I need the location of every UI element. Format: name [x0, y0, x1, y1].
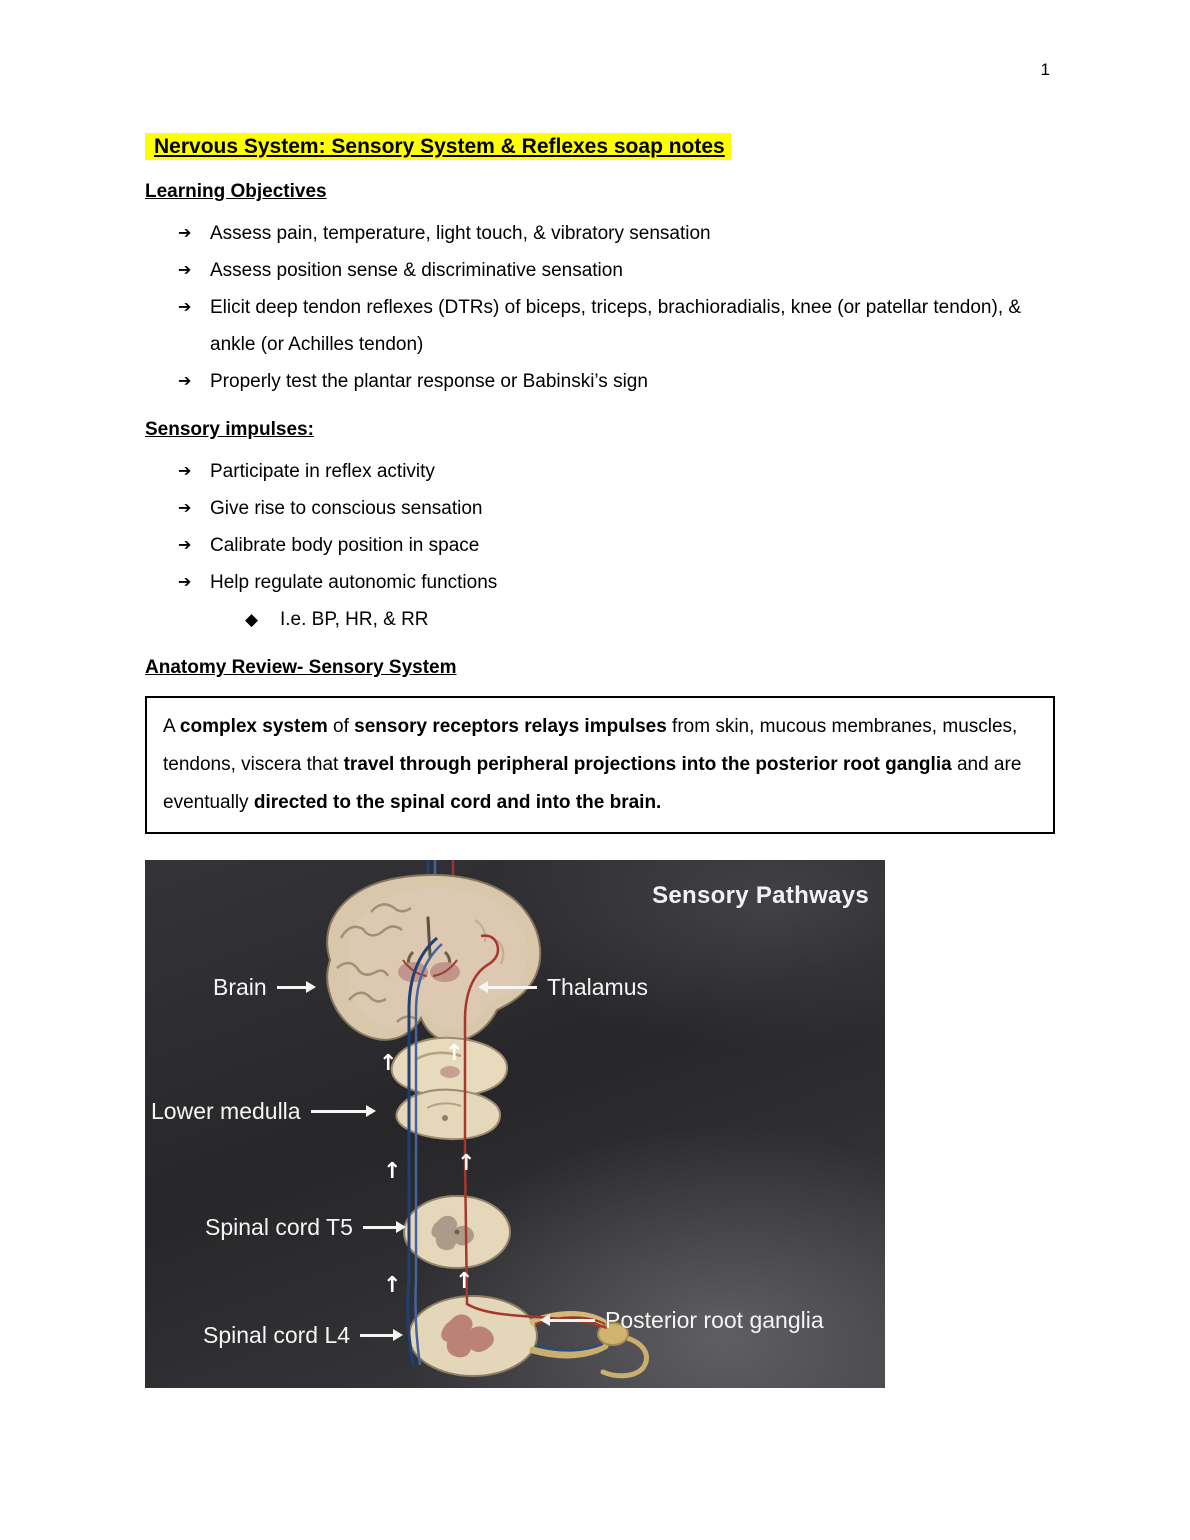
list-item-text: Assess pain, temperature, light touch, & vibratory sensation — [210, 223, 711, 244]
arrow-bullet-icon: ➔ — [178, 373, 192, 390]
info-box-paragraph — [163, 708, 1037, 822]
up-arrow-icon: ↑ — [383, 1273, 402, 1298]
label-spinal-cord-t5-text: Spinal cord T5 — [205, 1214, 353, 1240]
document-content — [145, 132, 1055, 1388]
document-title — [145, 132, 1055, 162]
info-box-text: of — [327, 716, 355, 737]
list-item-text: Give rise to conscious sensation — [210, 498, 483, 519]
arrow-bullet-icon: ➔ — [178, 262, 192, 279]
info-box-text: A — [163, 716, 180, 737]
learning-objectives-list — [145, 215, 1055, 400]
heading-sensory-impulses: Sensory impulses: — [145, 419, 314, 440]
page-number: 1 — [1040, 60, 1050, 79]
up-arrow-icon: ↑ — [445, 1041, 464, 1066]
arrow-right-icon — [360, 1334, 394, 1337]
list-item-text: Help regulate autonomic functions — [210, 572, 498, 593]
label-thalamus — [487, 974, 648, 1001]
arrow-bullet-icon: ➔ — [178, 537, 192, 554]
info-box-text-bold: directed to the spinal cord and into the brain. — [253, 792, 662, 813]
list-item-text: Elicit deep tendon reflexes (DTRs) of biceps, triceps, brachioradialis, knee (or patellar tendon), & ankle (or Achilles tendon) — [210, 297, 1022, 355]
list-item — [178, 215, 1055, 252]
list-item-text: Assess position sense & discriminative sensation — [210, 260, 623, 281]
label-spinal-cord-l4-text: Spinal cord L4 — [203, 1322, 351, 1348]
info-box-text-bold: travel through peripheral projections into the posterior root ganglia — [343, 754, 952, 775]
sensory-pathways-figure — [145, 860, 885, 1388]
label-brain-text: Brain — [213, 974, 267, 1000]
list-item-text: Participate in reflex activity — [210, 461, 435, 482]
list-item-text: Calibrate body position in space — [210, 535, 480, 556]
heading-anatomy-review: Anatomy Review- Sensory System — [145, 657, 457, 678]
lower-medulla-section — [396, 1090, 500, 1139]
list-item-text: Properly test the plantar response or Babinski’s sign — [210, 371, 648, 392]
sub-list-item-text: I.e. BP, HR, & RR — [280, 609, 429, 630]
sub-list-item — [178, 601, 1055, 638]
label-lower-medulla — [151, 1098, 367, 1125]
diamond-bullet-icon: ◆ — [245, 610, 259, 629]
arrow-bullet-icon: ➔ — [178, 463, 192, 480]
list-item — [178, 453, 1055, 490]
arrow-right-icon — [277, 986, 307, 989]
up-arrow-icon: ↑ — [379, 1051, 398, 1076]
list-item — [178, 363, 1055, 400]
label-lower-medulla-text: Lower medulla — [151, 1098, 301, 1124]
sensory-impulses-list — [145, 453, 1055, 638]
info-box-text-bold: complex system — [179, 716, 328, 737]
arrow-bullet-icon: ➔ — [178, 500, 192, 517]
arrow-left-icon — [487, 986, 537, 989]
info-box — [145, 696, 1055, 834]
arrow-left-icon — [549, 1319, 595, 1322]
label-spinal-cord-t5 — [205, 1214, 397, 1241]
up-arrow-icon: ↑ — [457, 1151, 476, 1176]
arrow-right-icon — [363, 1226, 397, 1229]
label-posterior-root-ganglia — [549, 1307, 824, 1334]
label-thalamus-text: Thalamus — [547, 974, 648, 1000]
list-item — [178, 564, 1055, 601]
info-box-text: and are eventually — [163, 754, 1022, 813]
info-box-text-bold: sensory receptors relays impulses — [354, 716, 667, 737]
label-brain — [213, 974, 307, 1001]
heading-learning-objectives: Learning Objectives — [145, 181, 327, 202]
list-item — [178, 490, 1055, 527]
arrow-bullet-icon: ➔ — [178, 574, 192, 591]
title-highlight: Nervous System: Sensory System & Reflexes soap notes — [145, 133, 731, 160]
spinal-cord-t5-section — [404, 1196, 510, 1268]
longitudinal-fissure — [428, 918, 430, 956]
arrow-bullet-icon: ➔ — [178, 299, 192, 316]
arrow-right-icon — [311, 1110, 367, 1113]
list-item — [178, 252, 1055, 289]
label-spinal-cord-l4 — [203, 1322, 394, 1349]
up-arrow-icon: ↑ — [455, 1269, 474, 1294]
info-box-text: from skin, mucous membranes, muscles, tendons, viscera that — [163, 716, 1018, 775]
brain-section — [327, 875, 540, 1041]
figure-title: Sensory Pathways — [652, 882, 869, 909]
up-arrow-icon: ↑ — [383, 1159, 402, 1184]
arrow-bullet-icon: ➔ — [178, 225, 192, 242]
list-item — [178, 289, 1055, 363]
label-posterior-root-ganglia-text: Posterior root ganglia — [605, 1307, 824, 1333]
list-item — [178, 527, 1055, 564]
